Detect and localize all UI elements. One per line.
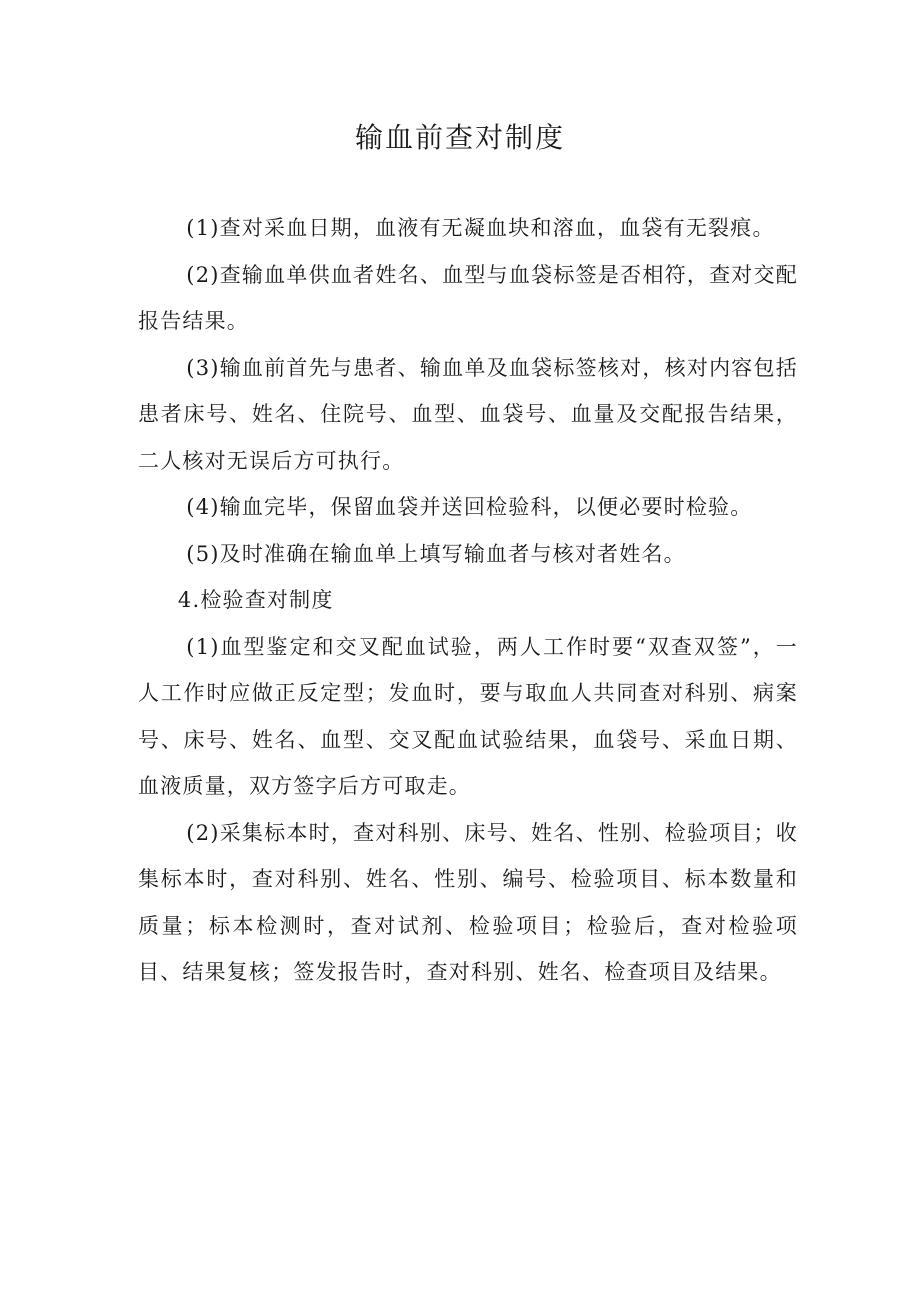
paragraph-3: (3)输血前首先与患者、输血单及血袋标签核对，核对内容包括患者床号、姓名、住院号、血型、血袋号、血量及交配报告结果，二人核对无误后方可执行。 [138,355,798,473]
section-paragraph-2: (2)采集标本时，查对科别、床号、姓名、性别、检验项目；收集标本时，查对科别、姓名、性别、编号、检验项目、标本数量和质量；标本检测时，查对试剂、检验项目；检验后，查对检验项目、结果复核；签发报告时，查对科别、姓名、检查项目及结果。 [138,820,798,984]
document-title: 输血前查对制度 [354,121,565,154]
section-heading: 4.检验查对制度 [177,588,334,612]
paragraph-2: (2)查输血单供血者姓名、血型与血袋标签是否相符，查对交配报告结果。 [138,262,798,333]
paragraph-1: (1)查对采血日期，血液有无凝血块和溶血，血袋有无裂痕。 [186,216,775,240]
section-paragraph-1: (1)血型鉴定和交叉配血试验，两人工作时要“双查双签”，一人工作时应做正反定型；发血时，要与取血人共同查对科别、病案号、床号、姓名、血型、交叉配血试验结果，血袋号、采血日期、血液质量，双方签字后方可取走。 [138,634,798,798]
document-body [138,205,798,996]
paragraph-5: (5)及时准确在输血单上填写输血者与核对者姓名。 [186,541,686,566]
paragraph-4: (4)输血完毕，保留血袋并送回检验科，以便必要时检验。 [186,495,753,519]
